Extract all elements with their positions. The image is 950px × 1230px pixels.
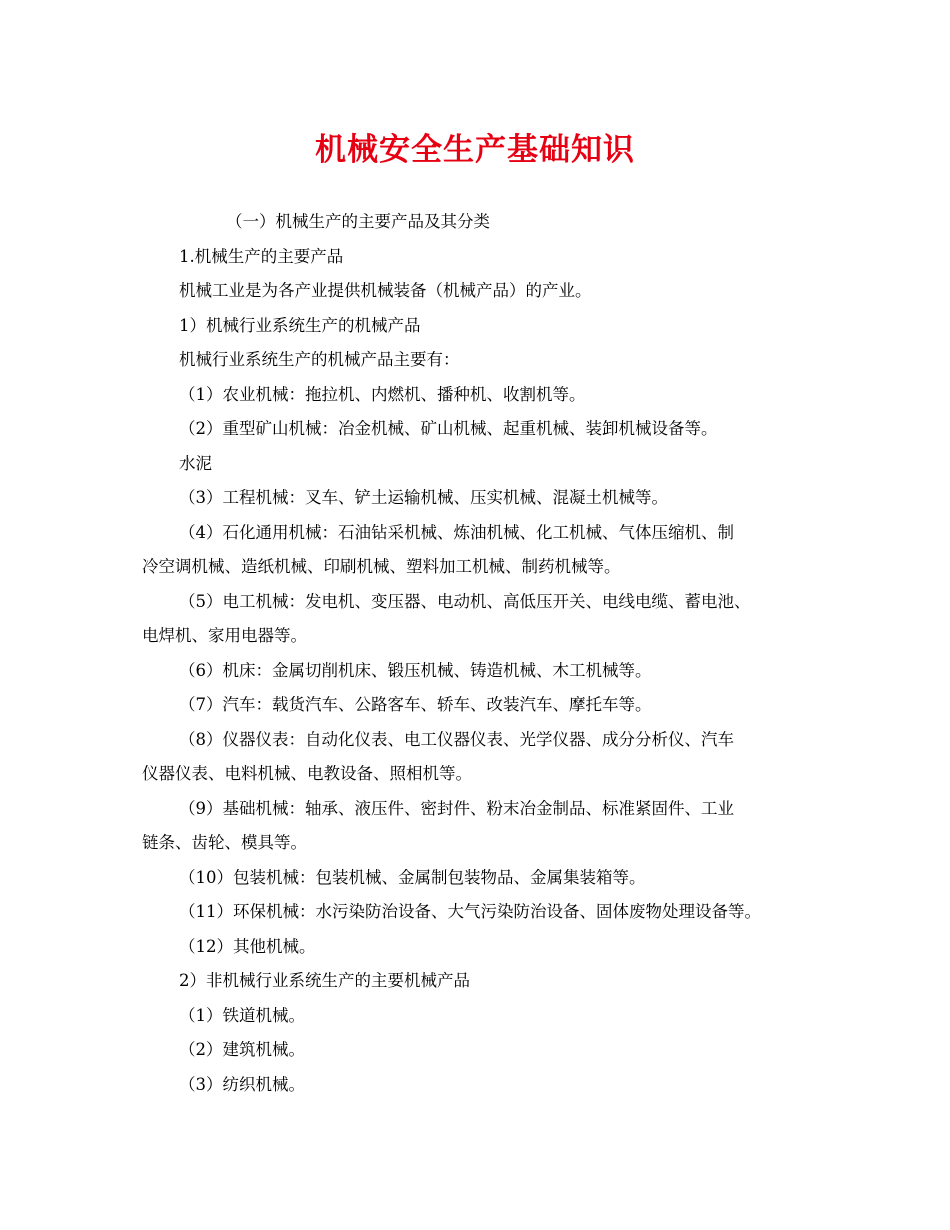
paragraph-line: （2）重型矿山机械：冶金机械、矿山机械、起重机械、装卸机械设备等。 [179, 419, 718, 438]
paragraph-line: （一）机械生产的主要产品及其分类 [226, 212, 490, 231]
paragraph-line: （9）基础机械：轴承、液压件、密封件、粉末冶金制品、标准紧固件、工业 [179, 798, 734, 818]
paragraph-line: 2）非机械行业系统生产的主要机械产品 [179, 971, 470, 990]
paragraph-line: （12）其他机械。 [179, 936, 316, 956]
document-title: 机械安全生产基础知识 [315, 132, 635, 168]
paragraph-line: 冷空调机械、造纸机械、印刷机械、塑料加工机械、制药机械等。 [142, 557, 621, 576]
paragraph-line: 机械行业系统生产的机械产品主要有： [179, 350, 460, 369]
paragraph-line: （10）包装机械：包装机械、金属制包装物品、金属集装箱等。 [179, 867, 646, 887]
paragraph-line: （1）铁道机械。 [179, 1005, 305, 1025]
document-body [142, 205, 832, 1102]
paragraph-line: （8）仪器仪表：自动化仪表、电工仪器仪表、光学仪器、成分分析仪、汽车 [179, 729, 734, 749]
paragraph-line: （4）石化通用机械：石油钻采机械、炼油机械、化工机械、气体压缩机、制 [179, 522, 734, 542]
paragraph-line: （3）纺织机械。 [179, 1074, 305, 1094]
paragraph-line: 仪器仪表、电料机械、电教设备、照相机等。 [142, 764, 472, 783]
paragraph-line: 水泥 [179, 453, 212, 473]
paragraph-line: 1）机械行业系统生产的机械产品 [179, 315, 421, 335]
paragraph-line: 电焊机、家用电器等。 [142, 626, 307, 645]
paragraph-line: （2）建筑机械。 [179, 1040, 305, 1059]
paragraph-line: （1）农业机械：拖拉机、内燃机、播种机、收割机等。 [179, 384, 586, 404]
paragraph-line: （11）环保机械：水污染防治设备、大气污染防治设备、固体废物处理设备等。 [179, 902, 761, 921]
paragraph-line: （3）工程机械：叉车、铲土运输机械、压实机械、混凝土机械等。 [179, 488, 668, 507]
paragraph-line: 链条、齿轮、模具等。 [142, 833, 307, 852]
paragraph-line: 1.机械生产的主要产品 [179, 246, 344, 266]
paragraph-line: （5）电工机械：发电机、变压器、电动机、高低压开关、电线电缆、蓄电池、 [179, 591, 751, 611]
paragraph-line: 机械工业是为各产业提供机械装备（机械产品）的产业。 [179, 281, 592, 300]
paragraph-line: （7）汽车：载货汽车、公路客车、轿车、改装汽车、摩托车等。 [179, 695, 652, 714]
paragraph-line: （6）机床：金属切削机床、锻压机械、铸造机械、木工机械等。 [179, 660, 652, 680]
